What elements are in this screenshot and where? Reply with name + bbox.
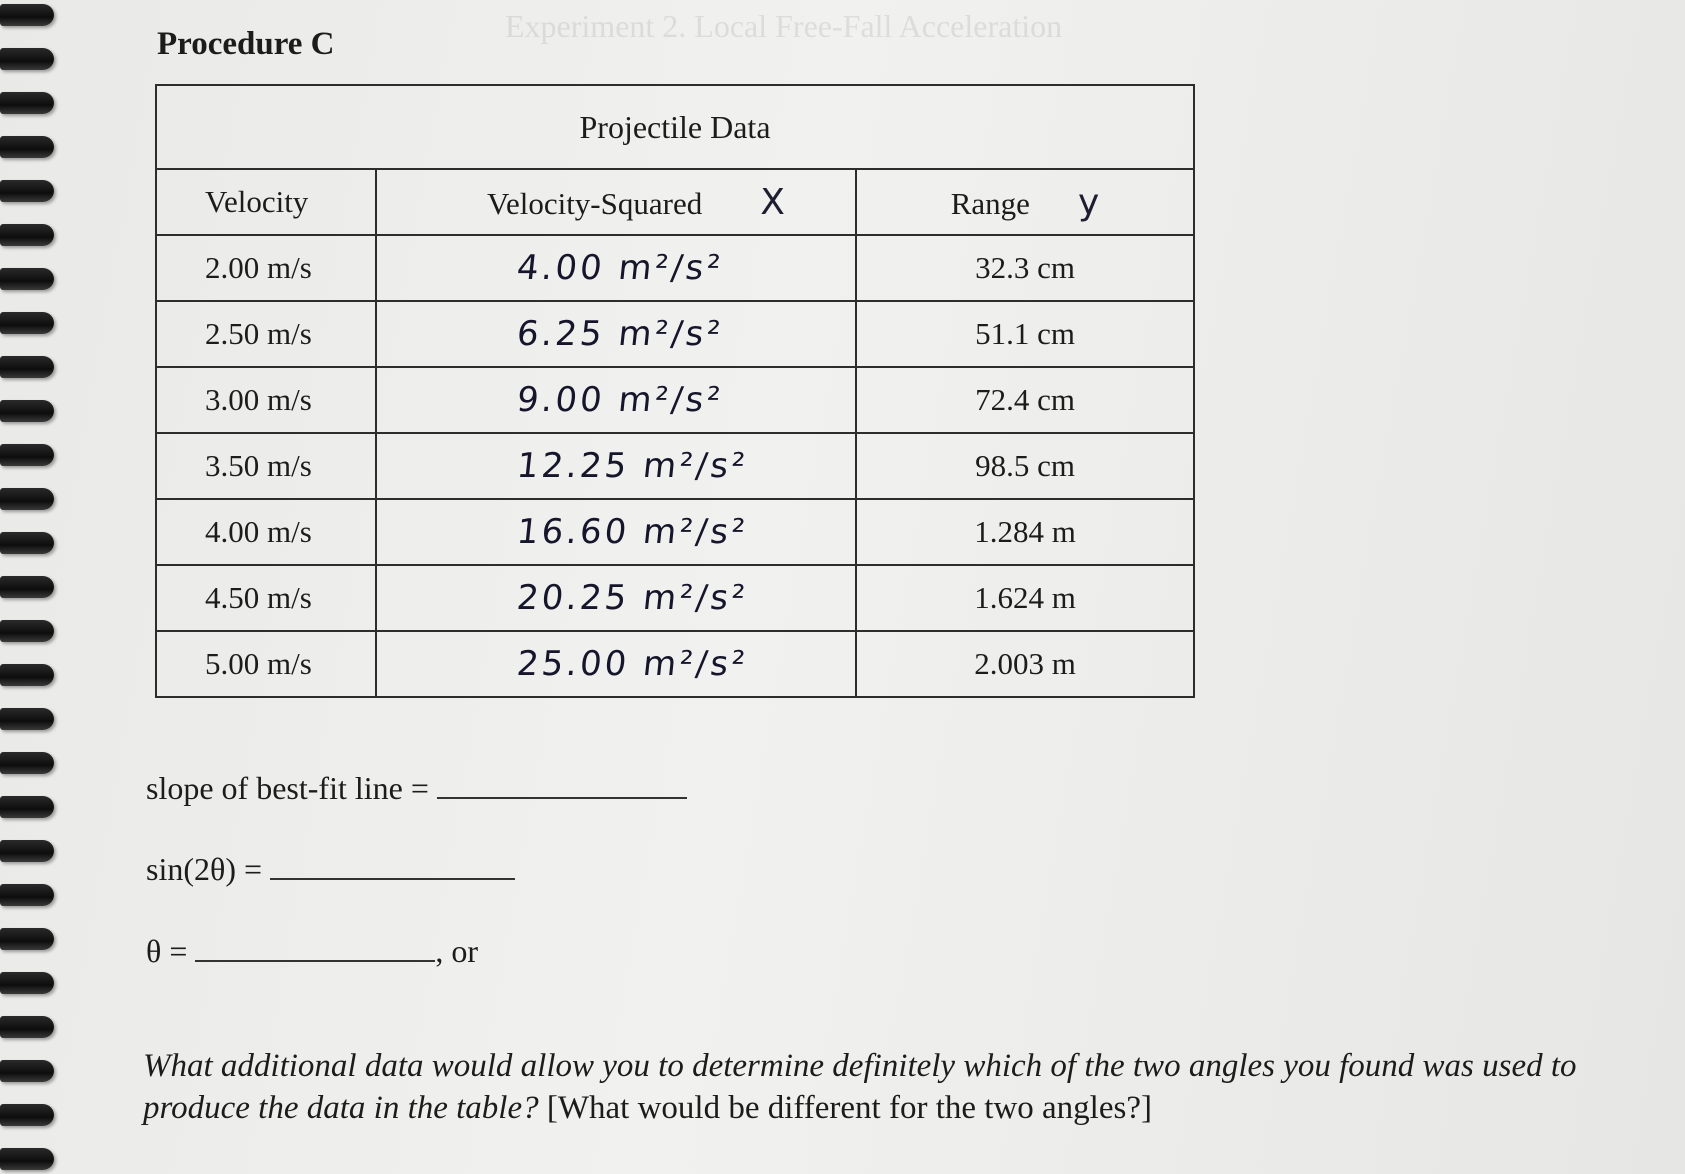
- slope-blank[interactable]: [437, 797, 687, 799]
- table-caption: Projectile Data: [156, 85, 1194, 169]
- velocity-squared-cell[interactable]: 25.00 m²/s²: [376, 631, 856, 697]
- theta-field: [146, 933, 478, 970]
- question-italic: What additional data would allow you to determine definitely which of the two angles you found was used to produce the data in the table?: [143, 1048, 1577, 1126]
- range-cell: 72.4 cm: [856, 367, 1194, 433]
- velocity-squared-cell[interactable]: 6.25 m²/s²: [376, 301, 856, 367]
- table-row: [156, 367, 1194, 433]
- table-row: [156, 235, 1194, 301]
- table-row: [156, 565, 1194, 631]
- range-cell: 2.003 m: [856, 631, 1194, 697]
- sin-label: sin(2θ) =: [146, 851, 263, 887]
- range-cell: 32.3 cm: [856, 235, 1194, 301]
- table-row: [156, 499, 1194, 565]
- table-row: [156, 301, 1194, 367]
- velocity-squared-cell[interactable]: 16.60 m²/s²: [376, 499, 856, 565]
- y-axis-mark: y: [1077, 181, 1100, 223]
- velocity-squared-cell[interactable]: 4.00 m²/s²: [376, 235, 856, 301]
- theta-label: θ =: [146, 933, 188, 969]
- slope-field: [146, 770, 687, 807]
- sin-blank[interactable]: [270, 878, 515, 880]
- velocity-cell: 4.00 m/s: [156, 499, 376, 565]
- procedure-title: Procedure C: [157, 26, 335, 62]
- table-row: [156, 433, 1194, 499]
- x-axis-mark: X: [760, 181, 785, 223]
- range-cell: 51.1 cm: [856, 301, 1194, 367]
- velocity-squared-cell[interactable]: 9.00 m²/s²: [376, 367, 856, 433]
- velocity-cell: 2.50 m/s: [156, 301, 376, 367]
- range-cell: 1.624 m: [856, 565, 1194, 631]
- projectile-data-table: [155, 84, 1195, 698]
- velocity-squared-cell[interactable]: 20.25 m²/s²: [376, 565, 856, 631]
- velocity-cell: 4.50 m/s: [156, 565, 376, 631]
- velocity-cell: 5.00 m/s: [156, 631, 376, 697]
- range-cell: 1.284 m: [856, 499, 1194, 565]
- velocity-cell: 3.50 m/s: [156, 433, 376, 499]
- sin-field: [146, 851, 515, 888]
- velocity-cell: 3.00 m/s: [156, 367, 376, 433]
- header-velocity: Velocity: [156, 169, 376, 235]
- velocity-cell: 2.00 m/s: [156, 235, 376, 301]
- spiral-binding: [0, 0, 60, 1174]
- range-cell: 98.5 cm: [856, 433, 1194, 499]
- theta-blank[interactable]: [195, 960, 435, 962]
- question-plain: [What would be different for the two angles?]: [546, 1090, 1152, 1126]
- table-row: [156, 631, 1194, 697]
- header-velocity-squared: Velocity-Squared X: [376, 169, 856, 235]
- question-text: [143, 1045, 1643, 1129]
- slope-label: slope of best-fit line =: [146, 770, 429, 806]
- bleed-through-header: Experiment 2. Local Free-Fall Acceleration: [505, 8, 1063, 44]
- theta-or-label: , or: [435, 933, 479, 969]
- velocity-squared-cell[interactable]: 12.25 m²/s²: [376, 433, 856, 499]
- header-range: Range y: [856, 169, 1194, 235]
